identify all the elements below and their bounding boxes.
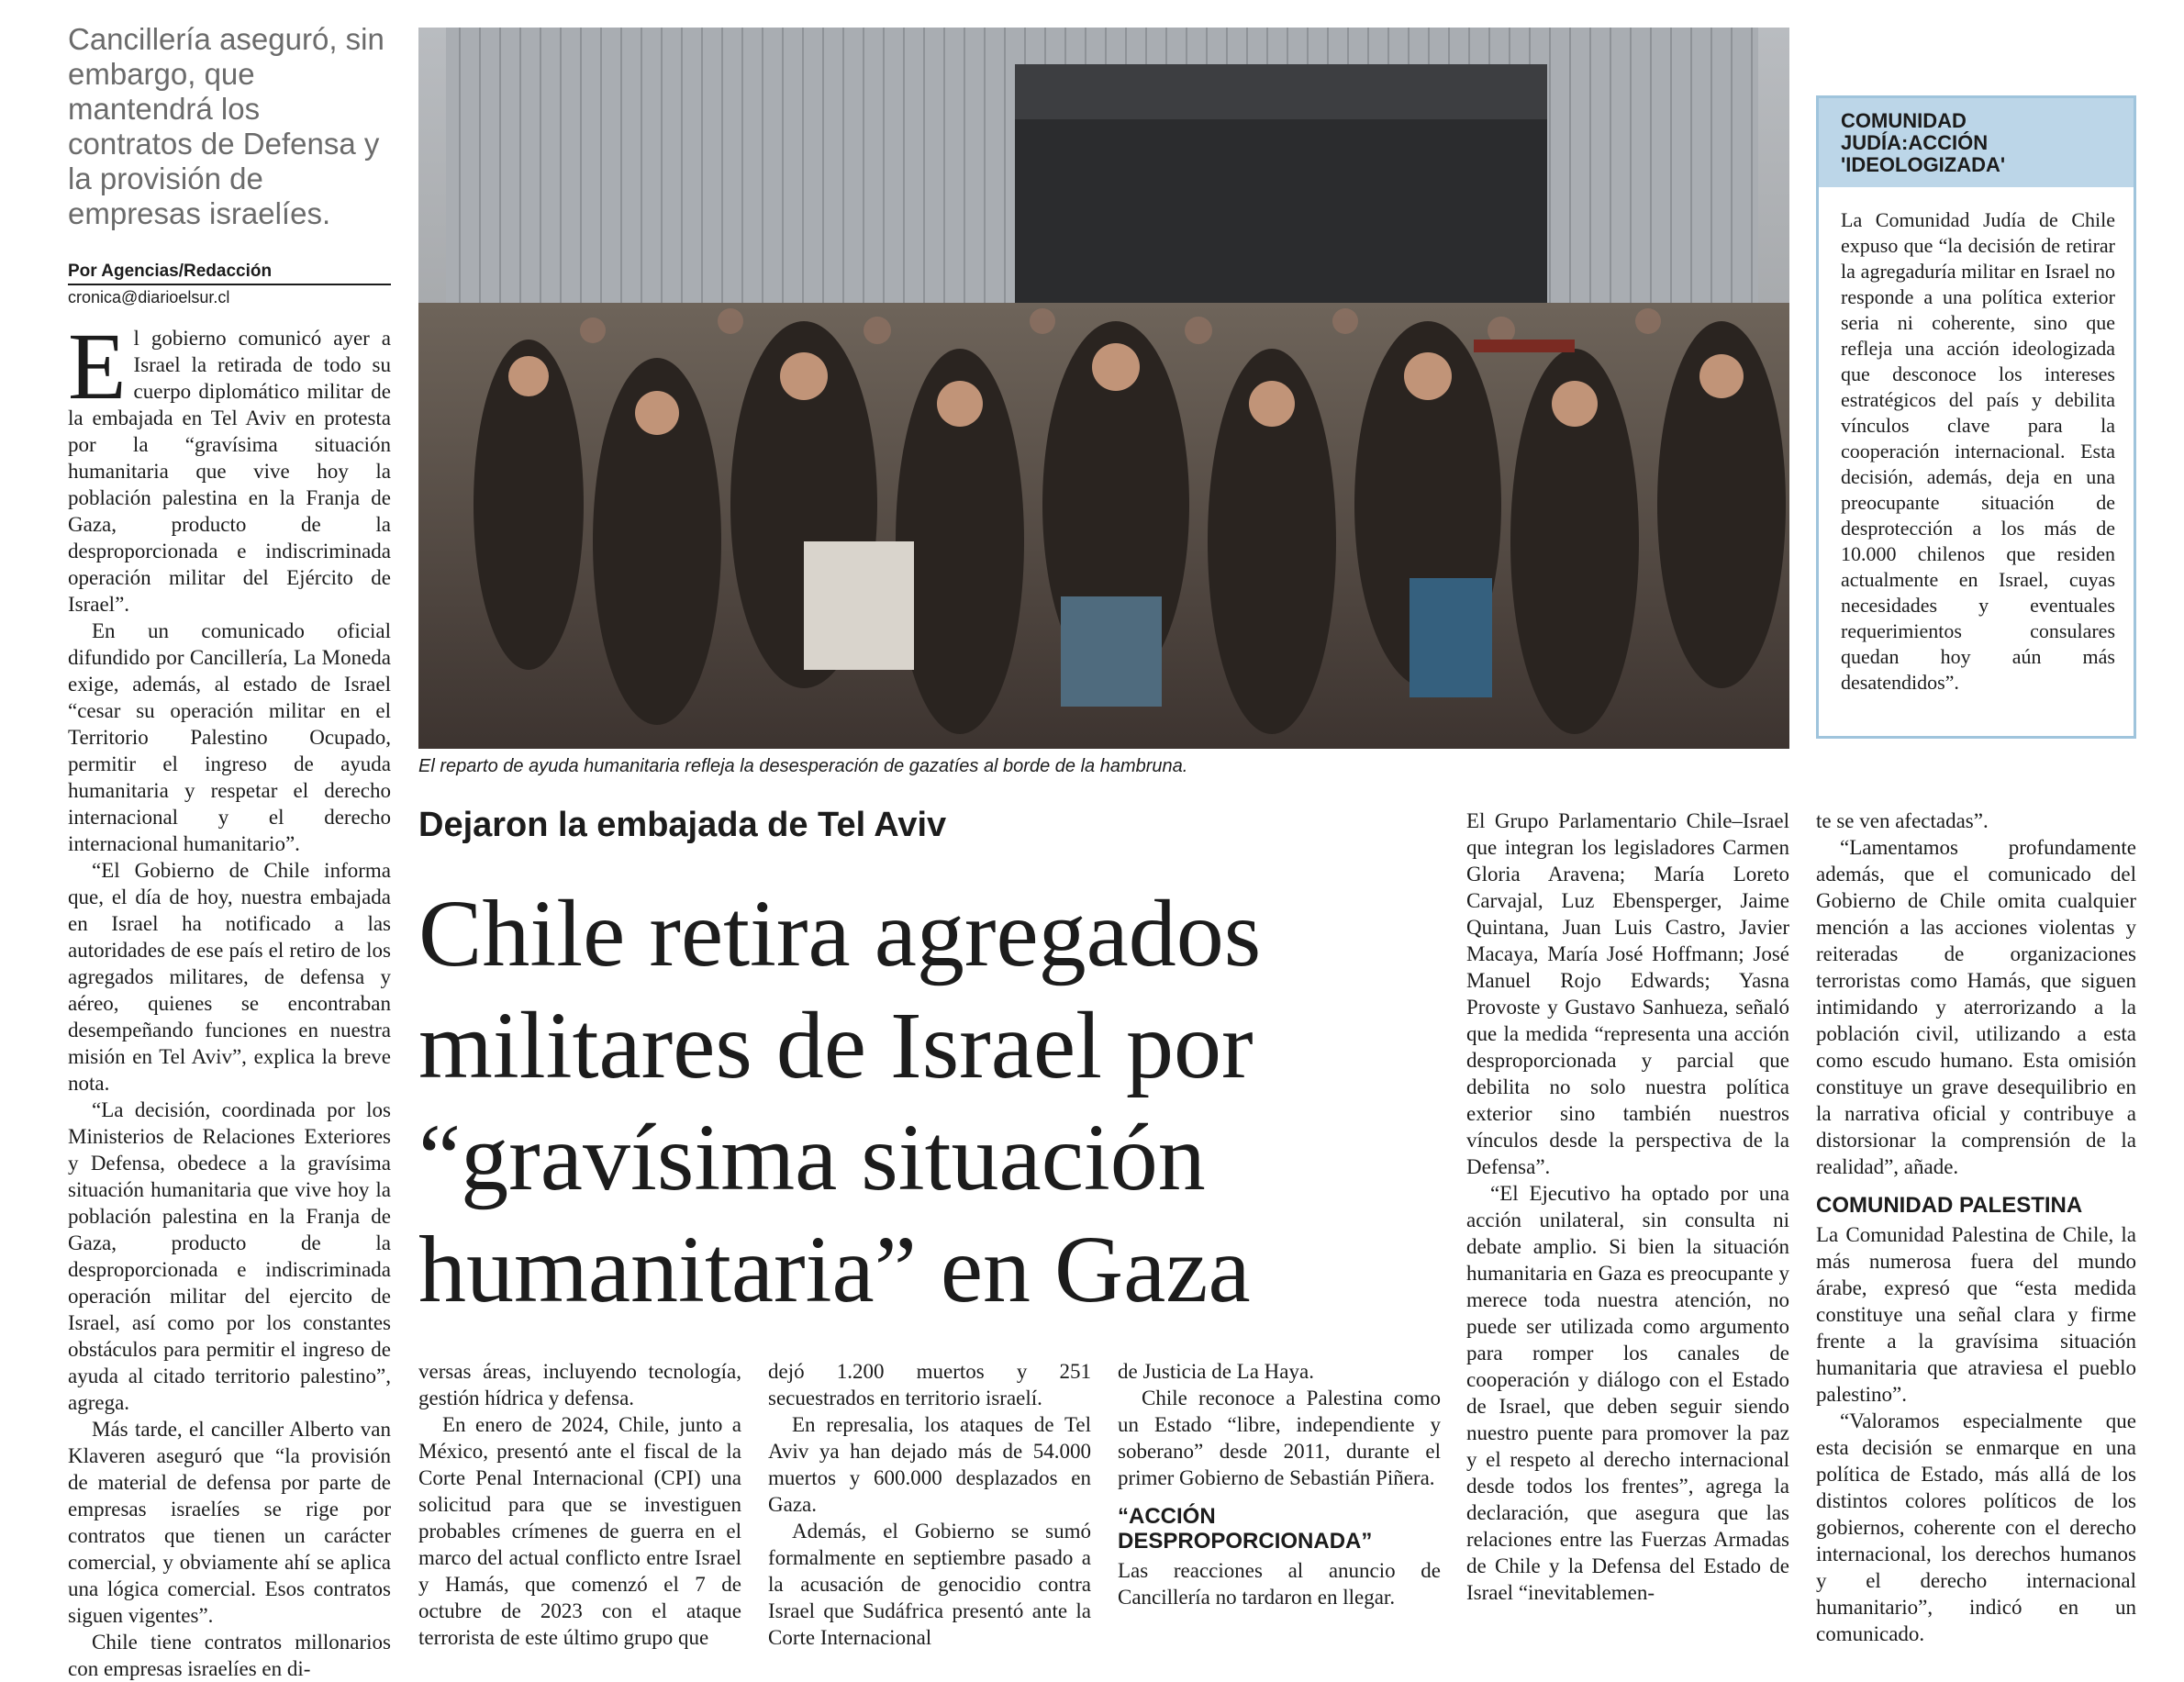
column-5: [1466, 808, 1789, 1606]
paragraph: En enero de 2024, Chile, junto a México, presentó ante el fiscal de la Corte Penal Internacional (CPI) una solicitud para que se investiguen probables crímenes de guerra en el marco del actual conflicto entre Israel y Hamás, que comenzó el 7 de octubre de 2023 con el ataque terrorista de este último grupo que: [418, 1413, 741, 1649]
paragraph: te se ven afectadas”.: [1816, 809, 1989, 832]
column-3: [768, 1358, 1091, 1651]
paragraph: Las reacciones al anuncio de Cancillería no tardaron en llegar.: [1118, 1559, 1441, 1609]
sidebar-box: [1816, 95, 2136, 739]
paragraph: dejó 1.200 muertos y 251 secuestrados en territorio israelí.: [768, 1360, 1091, 1409]
paragraph: Más tarde, el canciller Alberto van Klaveren aseguró que “la provisión de material de defensa por parte de empresas israelíes se rige por contratos que tienen un carácter comercial, y obviamente ahí se aplica una lógica comercial. Esos contratos siguen vigentes”.: [68, 1418, 391, 1627]
paragraph: El Grupo Parlamentario Chile–Israel que integran los legisladores Carmen Gloria Aravena; María Loreto Carvajal, Luz Ebensperger, Jaime Quintana, Juan Luis Castro, Javier Macaya, María José Hoffmann; José Manuel Rojo Edwards; Yasna Provoste y Gustavo Sanhueza, señaló que la medida “representa una acción desproporcionada y parcial que debilita no solo nuestra política exterior sino también nuestros vínculos desde la perspectiva de la Defensa”.: [1466, 809, 1789, 1178]
paragraph: de Justicia de La Haya.: [1118, 1360, 1314, 1383]
deck: Cancillería aseguró, sin embargo, que mantendrá los contratos de Defensa y la provisión de empresas israelíes.: [68, 22, 384, 230]
kicker: Dejaron la embajada de Tel Aviv: [418, 806, 947, 844]
paragraph: La Comunidad Palestina de Chile, la más numerosa fuera del mundo árabe, expresó que “esta medida constituye una señal clara y firme frente a la gravísima situación humanitaria que atraviesa el pueblo palestino”.: [1816, 1223, 2136, 1406]
paragraph: l gobierno comunicó ayer a Israel la retirada de todo su cuerpo diplomático militar de la embajada en Tel Aviv en protesta por la “gravísima situación humanitaria que vive hoy la población palestina en la Franja de Gaza, producto de la desproporcionada e indiscriminada operación militar del Ejército de Israel”.: [68, 327, 391, 616]
sidebar-body: La Comunidad Judía de Chile expuso que “la decisión de retirar la agregaduría militar en Israel no responde a una política exterior seria ni coherente, sino que refleja una acción ideologizada que desconoce los intereses estratégicos del país y debilita vínculos clave para la cooperación internacional. Esta decisión, además, deja en una preocupante situación de desprotección a los más de 10.000 chilenos que residen actualmente en Israel, cuyas necesidades y eventuales requerimientos consulares quedan hoy aún más desatendidos”.: [1841, 208, 2115, 694]
paragraph: “El Ejecutivo ha optado por una acción unilateral, sin consulta ni debate amplio. Si bien la situación humanitaria en Gaza es preocupante y merece toda nuestra atención, no puede ser utilizada como argumento para romper los canales de cooperación y diálogo con el Estado de Israel, que deben seguir siendo nuestro puente para promover la paz y el respeto al derecho internacional desde todos los frentes”, agrega la declaración, que asegura que las relaciones entre las Fuerzas Armadas de Chile y la Defensa del Estado de Israel “inevitablemen-: [1466, 1182, 1789, 1604]
paragraph: En un comunicado oficial difundido por Cancillería, La Moneda exige, además, al estado de Israel “cesar su operación militar en el Territorio Palestino Ocupado, permitir el ingreso de ayuda humanitaria y respetar el derecho internacional y el derecho internacional humanitario”.: [68, 619, 391, 855]
subhead: “ACCIÓN DESPROPORCIONADA”: [1118, 1504, 1373, 1554]
paragraph: versas áreas, incluyendo tecnología, gestión hídrica y defensa.: [418, 1360, 741, 1409]
byline-email: cronica@diarioelsur.cl: [68, 288, 230, 306]
sidebar-title-band: [1819, 98, 2134, 187]
crowd-photo-illustration: [418, 28, 1789, 749]
byline-author: Por Agencias/Redacción: [68, 261, 391, 285]
paragraph: Chile reconoce a Palestina como un Estado “libre, independiente y soberano” desde 2011, durante el primer Gobierno de Sebastián Piñera.: [1118, 1387, 1441, 1489]
paragraph: En represalia, los ataques de Tel Aviv ya han dejado más de 54.000 muertos y 600.000 desplazados en Gaza.: [768, 1413, 1091, 1516]
paragraph: “Valoramos especialmente que esta decisión se enmarque en una política de Estado, más allá de los distintos colores políticos de los gobiernos, coherente con el derecho internacional, los derechos humanos y el derecho internacional humanitario”, indicó en un comunicado.: [1816, 1409, 2136, 1645]
headline: Chile retira agregados militares de Israel por “gravísima situación humanitaria” en Gaza: [418, 881, 1262, 1322]
paragraph: “La decisión, coordinada por los Ministerios de Relaciones Exteriores y Defensa, obedece a la gravísima situación humanitaria que vive hoy la población palestina en la Franja de Gaza, producto de la desproporcionada e indiscriminada operación militar del ejercito de Israel, así como por los constantes obstáculos para permitir el ingreso de ayuda al citado territorio palestino”, agrega.: [68, 1098, 391, 1414]
paragraph: Además, el Gobierno se sumó formalmente en septiembre pasado a la acusación de genocidio contra Israel que Sudáfrica presentó ante la Corte Internacional: [768, 1520, 1091, 1649]
paragraph: “Lamentamos profundamente además, que el comunicado del Gobierno de Chile omita cualquier mención a las acciones violentas y reiteradas de organizaciones terroristas como Hamás, que siguen intimidando y aterrorizando a la población civil, utilizando a esta como escudo humano. Esta omisión constituye un grave desequilibrio en la narrativa oficial y contribuye a distorsionar la comprensión de la realidad”, añade.: [1816, 836, 2136, 1178]
drop-cap: E: [68, 314, 127, 419]
photo-caption: El reparto de ayuda humanitaria refleja la desesperación de gazatíes al borde de la hambruna.: [418, 756, 1188, 776]
news-photo: [418, 28, 1789, 749]
subhead: COMUNIDAD PALESTINA: [1816, 1193, 2083, 1218]
column-4: [1118, 1358, 1441, 1610]
column-1: [68, 314, 391, 1682]
sidebar-title: COMUNIDAD JUDÍA:ACCIÓN 'IDEOLOGIZADA': [1841, 109, 2006, 176]
paragraph: “El Gobierno de Chile informa que, el día de hoy, nuestra embajada en Israel ha notificado a las autoridades de ese país el retiro de los agregados militares, de defensa y aéreo, quienes se encontraban desempeñando funciones en nuestra misión en Tel Aviv”, explica la breve nota.: [68, 859, 391, 1095]
paragraph: Chile tiene contratos millonarios con empresas israelíes en di-: [68, 1631, 391, 1680]
column-2: [418, 1358, 741, 1651]
column-6: [1816, 808, 2136, 1647]
